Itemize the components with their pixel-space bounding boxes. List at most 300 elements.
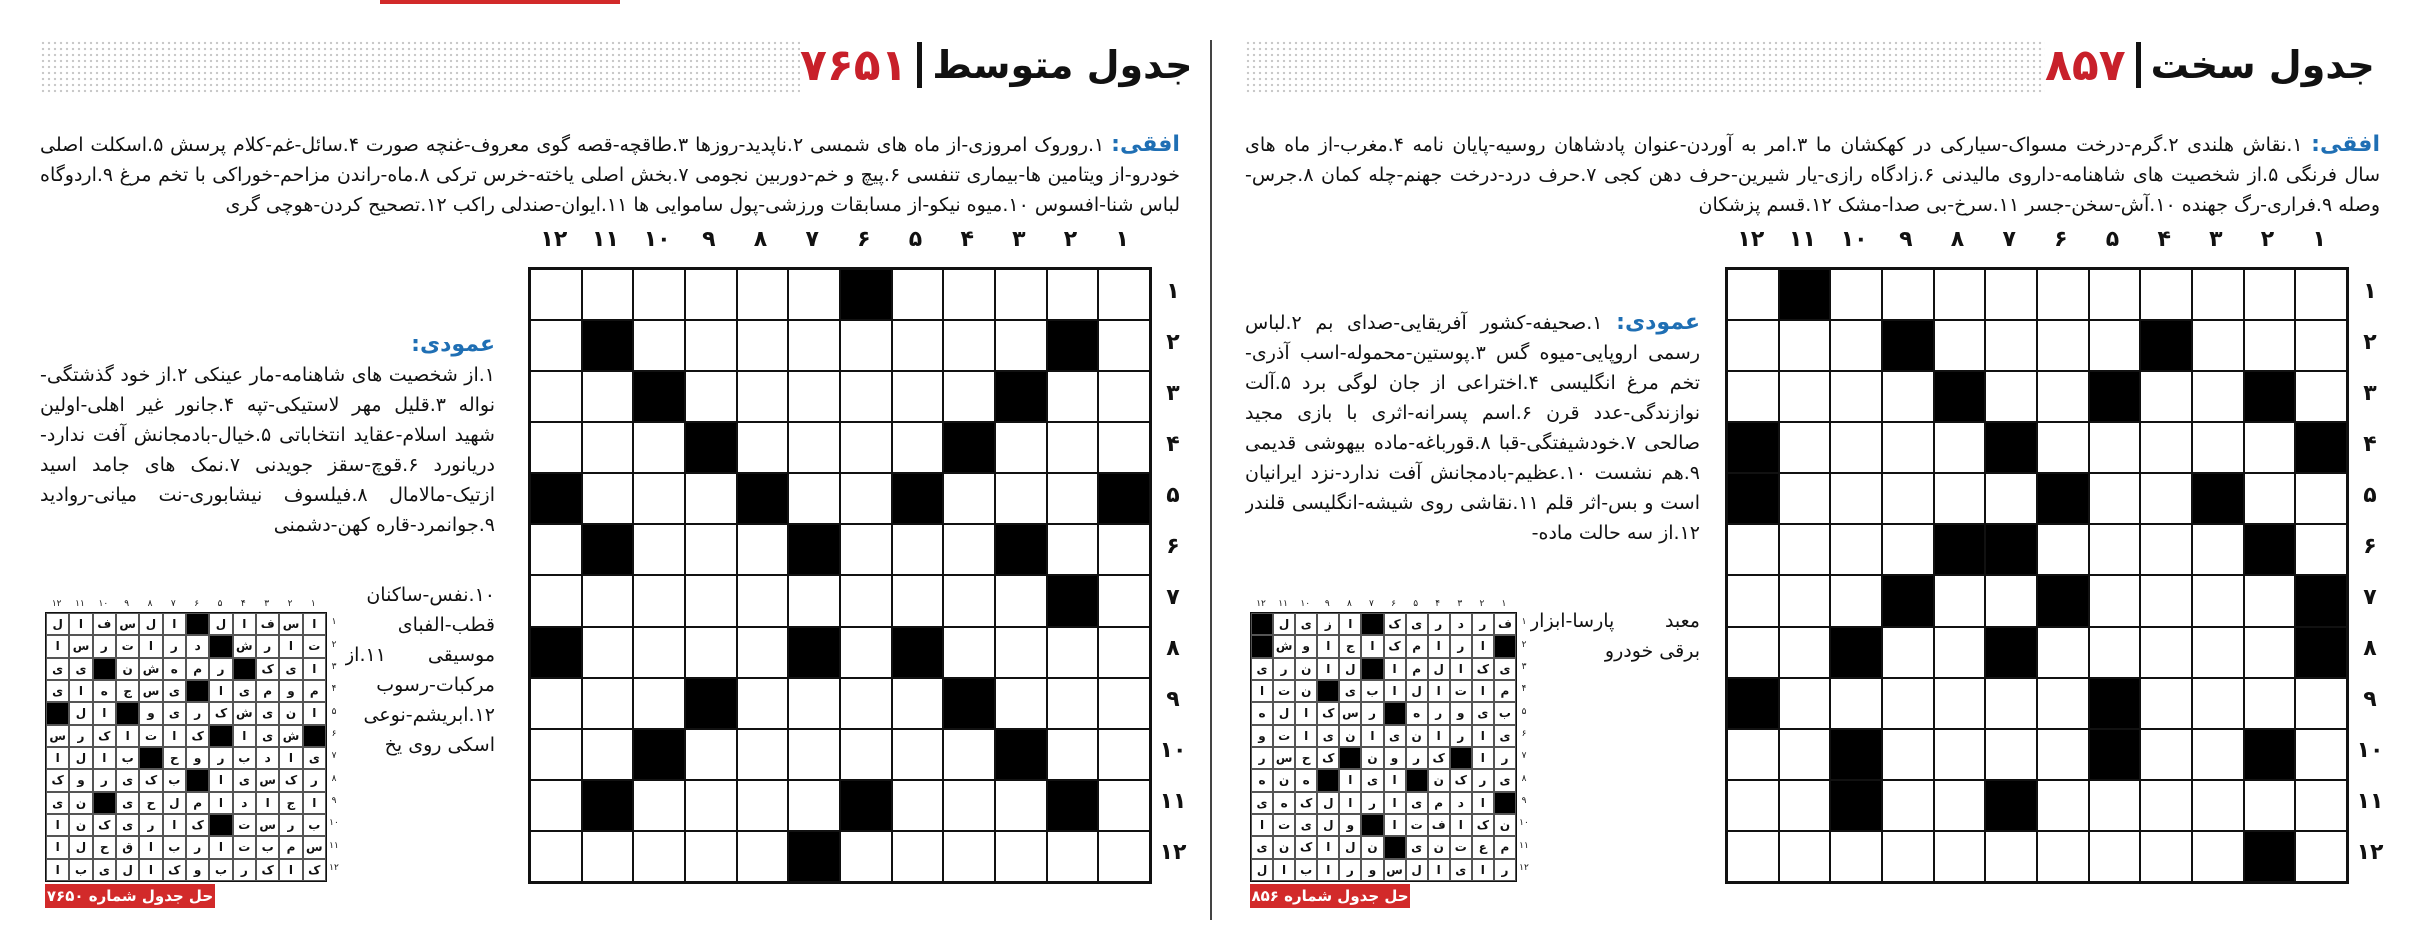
grid-cell[interactable] [943, 575, 995, 626]
grid-cell[interactable] [840, 678, 892, 729]
grid-cell[interactable] [737, 422, 789, 473]
grid-cell[interactable] [1779, 422, 1831, 473]
grid-cell[interactable] [1098, 575, 1150, 626]
grid-cell[interactable] [892, 575, 944, 626]
grid-cell[interactable] [788, 371, 840, 422]
grid-cell[interactable] [1830, 678, 1882, 729]
grid-cell[interactable] [530, 729, 582, 780]
grid-cell[interactable] [1934, 422, 1986, 473]
grid-cell[interactable] [737, 575, 789, 626]
grid-cell[interactable] [788, 422, 840, 473]
solution-cell: ک [1317, 747, 1339, 769]
grid-cell[interactable] [1779, 524, 1831, 575]
solution-black-cell [209, 814, 232, 836]
grid-cell[interactable] [1882, 729, 1934, 780]
grid-cell[interactable] [892, 371, 944, 422]
grid-cell[interactable] [582, 831, 634, 882]
grid-cell[interactable] [1882, 422, 1934, 473]
grid-cell[interactable] [2140, 780, 2192, 831]
grid-cell[interactable] [840, 729, 892, 780]
grid-cell[interactable] [1882, 627, 1934, 678]
grid-cell[interactable] [1985, 575, 2037, 626]
grid-cell[interactable] [2140, 269, 2192, 320]
grid-cell[interactable] [995, 627, 1047, 678]
grid-cell[interactable] [1985, 269, 2037, 320]
grid-cell[interactable] [1779, 320, 1831, 371]
grid-cell[interactable] [633, 780, 685, 831]
grid-cell[interactable] [2089, 524, 2141, 575]
solution-cell: م [1494, 680, 1516, 702]
solution-black-cell [93, 658, 116, 680]
grid-cell[interactable] [530, 831, 582, 882]
grid-cell[interactable] [530, 422, 582, 473]
grid-cell[interactable] [530, 269, 582, 320]
grid-cell[interactable] [2089, 320, 2141, 371]
grid-cell[interactable] [788, 320, 840, 371]
grid-cell[interactable] [1934, 269, 1986, 320]
grid-cell[interactable] [2244, 422, 2296, 473]
grid-cell[interactable] [995, 575, 1047, 626]
solution-column-number: ۵ [1413, 599, 1419, 609]
solution-cell: ی [1384, 725, 1406, 747]
grid-cell[interactable] [2089, 780, 2141, 831]
grid-cell[interactable] [737, 678, 789, 729]
grid-cell[interactable] [943, 729, 995, 780]
grid-cell[interactable] [1727, 269, 1779, 320]
solution-cell: ه [1251, 702, 1273, 724]
black-cell [1830, 627, 1882, 678]
grid-cell[interactable] [1830, 831, 1882, 882]
solution-cell: ی [256, 725, 279, 747]
grid-cell[interactable] [1934, 627, 1986, 678]
grid-cell[interactable] [2089, 269, 2141, 320]
grid-cell[interactable] [943, 269, 995, 320]
solution-cell: ک [46, 769, 69, 791]
grid-cell[interactable] [840, 575, 892, 626]
grid-cell[interactable] [1727, 320, 1779, 371]
right-vertical-label: عمودی: [1616, 310, 1700, 335]
row-number: ۱۱ [2356, 789, 2384, 815]
grid-cell[interactable] [2037, 269, 2089, 320]
grid-cell[interactable] [1727, 371, 1779, 422]
grid-cell[interactable] [1882, 678, 1934, 729]
solution-cell: ا [1384, 658, 1406, 680]
grid-cell[interactable] [2140, 473, 2192, 524]
grid-cell[interactable] [995, 269, 1047, 320]
grid-cell[interactable] [1934, 320, 1986, 371]
grid-cell[interactable] [685, 371, 737, 422]
grid-cell[interactable] [2295, 371, 2347, 422]
grid-cell[interactable] [1985, 678, 2037, 729]
grid-cell[interactable] [633, 473, 685, 524]
grid-cell[interactable] [1882, 831, 1934, 882]
grid-cell[interactable] [1047, 473, 1099, 524]
grid-cell[interactable] [633, 269, 685, 320]
grid-cell[interactable] [737, 780, 789, 831]
grid-cell[interactable] [1985, 831, 2037, 882]
solution-cell: ا [163, 725, 186, 747]
right-crossword-grid[interactable] [1725, 267, 2349, 884]
grid-cell[interactable] [737, 524, 789, 575]
grid-cell[interactable] [1830, 524, 1882, 575]
grid-cell[interactable] [840, 831, 892, 882]
solution-black-cell [1494, 635, 1516, 657]
grid-cell[interactable] [1882, 473, 1934, 524]
solution-cell: ک [1472, 658, 1494, 680]
solution-cell: ا [1339, 769, 1361, 791]
grid-cell[interactable] [2140, 627, 2192, 678]
grid-cell[interactable] [943, 320, 995, 371]
grid-cell[interactable] [943, 627, 995, 678]
grid-cell[interactable] [788, 729, 840, 780]
grid-cell[interactable] [1047, 729, 1099, 780]
grid-cell[interactable] [788, 678, 840, 729]
grid-cell[interactable] [1098, 780, 1150, 831]
grid-cell[interactable] [1047, 627, 1099, 678]
grid-cell[interactable] [2192, 780, 2244, 831]
grid-cell[interactable] [788, 269, 840, 320]
grid-cell[interactable] [1098, 678, 1150, 729]
grid-cell[interactable] [1047, 422, 1099, 473]
grid-cell[interactable] [685, 627, 737, 678]
grid-cell[interactable] [892, 831, 944, 882]
grid-cell[interactable] [1047, 831, 1099, 882]
grid-cell[interactable] [2037, 780, 2089, 831]
grid-cell[interactable] [2140, 729, 2192, 780]
grid-cell[interactable] [2295, 524, 2347, 575]
grid-cell[interactable] [530, 371, 582, 422]
grid-cell[interactable] [737, 627, 789, 678]
grid-cell[interactable] [2192, 575, 2244, 626]
solution-row-number: ۲ [1521, 639, 1527, 650]
grid-cell[interactable] [2295, 729, 2347, 780]
grid-cell[interactable] [2140, 678, 2192, 729]
grid-cell[interactable] [892, 320, 944, 371]
grid-cell[interactable] [2089, 422, 2141, 473]
black-cell [2295, 627, 2347, 678]
solution-black-cell [233, 658, 256, 680]
solution-row-number: ۲ [331, 639, 337, 650]
grid-cell[interactable] [2140, 575, 2192, 626]
grid-cell[interactable] [892, 678, 944, 729]
grid-cell[interactable] [1985, 371, 2037, 422]
grid-cell[interactable] [840, 320, 892, 371]
grid-cell[interactable] [2089, 473, 2141, 524]
grid-cell[interactable] [2192, 524, 2244, 575]
solution-cell: ا [1317, 836, 1339, 858]
grid-cell[interactable] [1727, 575, 1779, 626]
solution-cell: ب [303, 814, 326, 836]
grid-cell[interactable] [582, 473, 634, 524]
grid-cell[interactable] [2140, 422, 2192, 473]
grid-cell[interactable] [633, 627, 685, 678]
grid-cell[interactable] [892, 422, 944, 473]
grid-cell[interactable] [2140, 371, 2192, 422]
left-puzzle-number: ۷۶۵۱ [800, 39, 908, 91]
solution-cell: س [279, 613, 302, 635]
solution-cell: ر [233, 859, 256, 881]
grid-cell[interactable] [1779, 627, 1831, 678]
grid-cell[interactable] [1985, 320, 2037, 371]
solution-cell: ر [93, 769, 116, 791]
grid-cell[interactable] [2244, 627, 2296, 678]
solution-cell: ت [303, 635, 326, 657]
black-cell [995, 524, 1047, 575]
solution-row-number: ۵ [331, 706, 337, 717]
grid-cell[interactable] [1779, 575, 1831, 626]
solution-black-cell [1384, 836, 1406, 858]
column-number: ۱۰ [643, 227, 671, 252]
left-solution-grid [45, 612, 327, 882]
grid-cell[interactable] [995, 831, 1047, 882]
grid-cell[interactable] [1047, 269, 1099, 320]
grid-cell[interactable] [2192, 320, 2244, 371]
grid-cell[interactable] [737, 729, 789, 780]
grid-cell[interactable] [1727, 627, 1779, 678]
grid-cell[interactable] [2244, 780, 2296, 831]
solution-row-number: ۱۱ [329, 840, 339, 851]
grid-cell[interactable] [2037, 320, 2089, 371]
solution-cell: ا [1472, 792, 1494, 814]
grid-cell[interactable] [633, 575, 685, 626]
solution-cell: ی [279, 658, 302, 680]
grid-cell[interactable] [2089, 831, 2141, 882]
grid-cell[interactable] [2244, 473, 2296, 524]
grid-cell[interactable] [530, 524, 582, 575]
solution-cell: م [303, 680, 326, 702]
column-number: ۱ [2312, 227, 2326, 252]
grid-cell[interactable] [1830, 269, 1882, 320]
grid-cell[interactable] [788, 780, 840, 831]
solution-cell: ی [116, 769, 139, 791]
grid-cell[interactable] [2089, 627, 2141, 678]
grid-cell[interactable] [2037, 678, 2089, 729]
black-cell [2244, 371, 2296, 422]
grid-cell[interactable] [2192, 831, 2244, 882]
grid-cell[interactable] [788, 473, 840, 524]
grid-cell[interactable] [892, 524, 944, 575]
grid-cell[interactable] [840, 371, 892, 422]
grid-cell[interactable] [840, 627, 892, 678]
solution-cell: ر [1472, 769, 1494, 791]
solution-cell: ا [46, 635, 69, 657]
grid-cell[interactable] [633, 422, 685, 473]
grid-cell[interactable] [1779, 831, 1831, 882]
solution-cell: ا [1472, 725, 1494, 747]
grid-cell[interactable] [1985, 473, 2037, 524]
grid-cell[interactable] [995, 422, 1047, 473]
grid-cell[interactable] [1882, 524, 1934, 575]
grid-cell[interactable] [2244, 678, 2296, 729]
grid-cell[interactable] [1098, 729, 1150, 780]
grid-cell[interactable] [1779, 678, 1831, 729]
grid-cell[interactable] [995, 320, 1047, 371]
grid-cell[interactable] [737, 371, 789, 422]
grid-cell[interactable] [788, 575, 840, 626]
solution-row-number: ۹ [1521, 795, 1527, 806]
solution-cell: ر [163, 635, 186, 657]
solution-cell: ا [1339, 613, 1361, 635]
grid-cell[interactable] [2192, 269, 2244, 320]
grid-cell[interactable] [2089, 575, 2141, 626]
grid-cell[interactable] [685, 780, 737, 831]
grid-cell[interactable] [1779, 371, 1831, 422]
grid-cell[interactable] [1934, 780, 1986, 831]
grid-cell[interactable] [685, 269, 737, 320]
grid-cell[interactable] [2192, 627, 2244, 678]
grid-cell[interactable] [2244, 575, 2296, 626]
grid-cell[interactable] [1830, 473, 1882, 524]
grid-cell[interactable] [995, 678, 1047, 729]
right-title-dots [1245, 40, 2045, 94]
grid-cell[interactable] [2295, 473, 2347, 524]
solution-cell: ی [46, 680, 69, 702]
grid-cell[interactable] [943, 831, 995, 882]
grid-cell[interactable] [2295, 320, 2347, 371]
grid-cell[interactable] [1830, 422, 1882, 473]
solution-cell: د [1450, 613, 1472, 635]
grid-cell[interactable] [2244, 269, 2296, 320]
grid-cell[interactable] [943, 473, 995, 524]
grid-cell[interactable] [1830, 575, 1882, 626]
grid-cell[interactable] [892, 729, 944, 780]
grid-cell[interactable] [1934, 729, 1986, 780]
grid-cell[interactable] [633, 678, 685, 729]
grid-cell[interactable] [1934, 831, 1986, 882]
grid-cell[interactable] [633, 524, 685, 575]
solution-cell: ر [69, 725, 92, 747]
grid-cell[interactable] [1830, 320, 1882, 371]
solution-cell: س [256, 769, 279, 791]
grid-cell[interactable] [1779, 729, 1831, 780]
grid-cell[interactable] [1727, 831, 1779, 882]
grid-cell[interactable] [840, 422, 892, 473]
grid-cell[interactable] [2037, 371, 2089, 422]
grid-cell[interactable] [2037, 422, 2089, 473]
grid-cell[interactable] [685, 831, 737, 882]
grid-cell[interactable] [685, 320, 737, 371]
grid-cell[interactable] [943, 371, 995, 422]
grid-cell[interactable] [530, 780, 582, 831]
grid-cell[interactable] [943, 524, 995, 575]
grid-cell[interactable] [1098, 831, 1150, 882]
grid-cell[interactable] [2295, 269, 2347, 320]
right-puzzle-number: ۸۵۷ [2045, 39, 2126, 91]
grid-cell[interactable] [2140, 831, 2192, 882]
grid-cell[interactable] [2295, 831, 2347, 882]
column-number: ۱۱ [1789, 227, 1816, 252]
grid-cell[interactable] [2192, 729, 2244, 780]
grid-cell[interactable] [1047, 678, 1099, 729]
grid-cell[interactable] [685, 575, 737, 626]
solution-cell: ر [303, 769, 326, 791]
grid-cell[interactable] [582, 678, 634, 729]
grid-cell[interactable] [685, 524, 737, 575]
grid-cell[interactable] [1727, 729, 1779, 780]
grid-cell[interactable] [2295, 678, 2347, 729]
grid-cell[interactable] [995, 473, 1047, 524]
grid-cell[interactable] [2244, 320, 2296, 371]
grid-cell[interactable] [582, 269, 634, 320]
grid-cell[interactable] [582, 371, 634, 422]
grid-cell[interactable] [737, 269, 789, 320]
grid-cell[interactable] [1047, 524, 1099, 575]
grid-cell[interactable] [2037, 729, 2089, 780]
grid-cell[interactable] [633, 831, 685, 882]
grid-cell[interactable] [840, 524, 892, 575]
grid-cell[interactable] [1098, 422, 1150, 473]
grid-cell[interactable] [2192, 422, 2244, 473]
grid-cell[interactable] [1727, 524, 1779, 575]
black-cell [995, 371, 1047, 422]
grid-cell[interactable] [1882, 780, 1934, 831]
column-number: ۹ [1899, 227, 1913, 252]
grid-cell[interactable] [1985, 729, 2037, 780]
grid-cell[interactable] [582, 575, 634, 626]
solution-cell: ا [139, 635, 162, 657]
grid-cell[interactable] [2192, 371, 2244, 422]
grid-cell[interactable] [892, 780, 944, 831]
grid-cell[interactable] [892, 269, 944, 320]
grid-cell[interactable] [2037, 831, 2089, 882]
grid-cell[interactable] [1934, 575, 1986, 626]
black-cell [2037, 473, 2089, 524]
left-vertical-clues [40, 330, 495, 570]
column-number: ۱۰ [1840, 227, 1868, 252]
grid-cell[interactable] [2140, 524, 2192, 575]
grid-cell[interactable] [1882, 269, 1934, 320]
black-cell [633, 371, 685, 422]
grid-cell[interactable] [1779, 473, 1831, 524]
grid-cell[interactable] [633, 320, 685, 371]
grid-cell[interactable] [1047, 371, 1099, 422]
grid-cell[interactable] [1098, 627, 1150, 678]
grid-cell[interactable] [2037, 524, 2089, 575]
grid-cell[interactable] [943, 780, 995, 831]
grid-cell[interactable] [737, 320, 789, 371]
solution-cell: ا [93, 702, 116, 724]
grid-cell[interactable] [737, 831, 789, 882]
grid-cell[interactable] [2192, 678, 2244, 729]
solution-cell: ر [1361, 792, 1383, 814]
grid-cell[interactable] [2037, 627, 2089, 678]
grid-cell[interactable] [1098, 371, 1150, 422]
grid-cell[interactable] [1779, 780, 1831, 831]
grid-cell[interactable] [582, 729, 634, 780]
grid-cell[interactable] [685, 729, 737, 780]
grid-cell[interactable] [1934, 678, 1986, 729]
grid-cell[interactable] [530, 320, 582, 371]
grid-cell[interactable] [582, 627, 634, 678]
grid-cell[interactable] [1882, 371, 1934, 422]
grid-cell[interactable] [1830, 371, 1882, 422]
solution-cell: ا [1384, 792, 1406, 814]
grid-cell[interactable] [995, 780, 1047, 831]
left-crossword-grid[interactable] [528, 267, 1152, 884]
grid-cell[interactable] [685, 473, 737, 524]
grid-cell[interactable] [1934, 473, 1986, 524]
grid-cell[interactable] [840, 473, 892, 524]
grid-cell[interactable] [530, 678, 582, 729]
solution-cell: ک [1295, 792, 1317, 814]
grid-cell[interactable] [1727, 780, 1779, 831]
grid-cell[interactable] [1098, 524, 1150, 575]
grid-cell[interactable] [582, 422, 634, 473]
grid-cell[interactable] [1098, 320, 1150, 371]
grid-cell[interactable] [2295, 780, 2347, 831]
grid-cell[interactable] [530, 575, 582, 626]
grid-cell[interactable] [1098, 269, 1150, 320]
